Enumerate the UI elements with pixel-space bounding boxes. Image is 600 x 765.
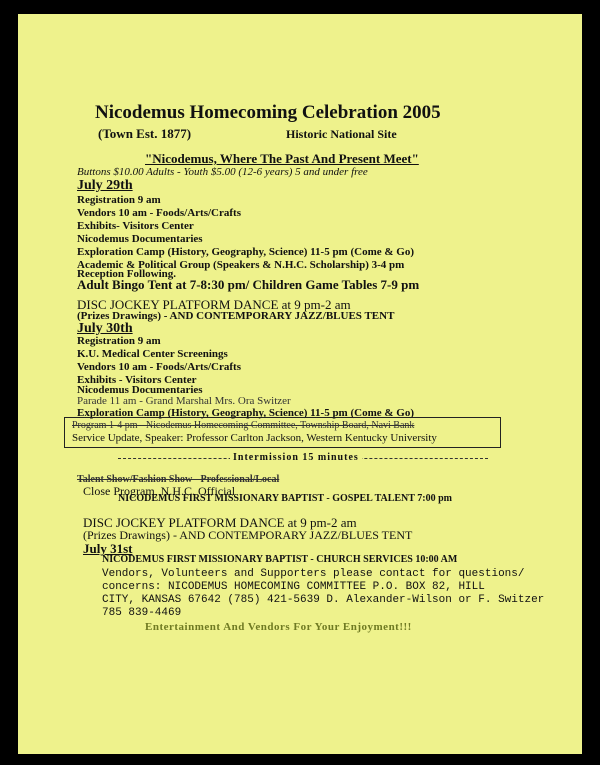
day2-item: Exhibits - Visitors Center: [77, 374, 197, 386]
day2-item: Vendors 10 am - Foods/Arts/Crafts: [77, 361, 241, 373]
contact-line: Vendors, Volunteers and Supporters please contact for questions/: [102, 568, 525, 580]
day2-item: Exploration Camp (History, Geography, Science) 11-5 pm (Come & Go): [77, 407, 415, 419]
contact-line: CITY, KANSAS 67642 (785) 421-5639 D. Alexander-Wilson or F. Switzer: [102, 594, 545, 606]
day2-item: K.U. Medical Center Screenings: [77, 348, 228, 360]
day2-dance: DISC JOCKEY PLATFORM DANCE at 9 pm-2 am: [83, 515, 357, 530]
church-services: NICODEMUS FIRST MISSIONARY BAPTIST - CHURCH SERVICES 10:00 AM: [102, 554, 458, 565]
intermission-label: Intermission 15 minutes: [230, 452, 362, 463]
day1-item: Vendors 10 am - Foods/Arts/Crafts: [77, 207, 241, 219]
program-line-2: Service Update, Speaker: Professor Carlton Jackson, Western Kentucky University: [72, 432, 437, 444]
day2-item: Registration 9 am: [77, 335, 161, 347]
town-established: (Town Est. 1877): [98, 126, 192, 141]
button-prices: Buttons $10.00 Adults - Youth $5.00 (12-6 years) 5 and under free: [77, 166, 368, 178]
talent-show: Talent Show/Fashion Show - Professional/Local: [77, 474, 280, 485]
day1-dance: DISC JOCKEY PLATFORM DANCE at 9 pm-2 am: [77, 297, 351, 312]
day1-item: Academic & Political Group (Speakers & N.H.C. Scholarship) 3-4 pm: [77, 259, 405, 271]
day1-item: Reception Following.: [77, 268, 176, 280]
day2-item: Nicodemus Documentaries: [77, 384, 203, 396]
day2-date: July 30th: [77, 321, 133, 336]
day1-item: Exhibits- Visitors Center: [77, 220, 194, 232]
historic-site-label: Historic National Site: [286, 127, 397, 141]
slogan: "Nicodemus, Where The Past And Present Meet": [145, 151, 419, 166]
closing-line: Entertainment And Vendors For Your Enjoyment!!!: [145, 621, 412, 633]
day2-dance-extra: (Prizes Drawings) - AND CONTEMPORARY JAZZ/BLUES TENT: [83, 528, 413, 542]
day3-date: July 31st: [83, 541, 133, 556]
contact-line: 785 839-4469: [102, 607, 182, 619]
day1-item: Adult Bingo Tent at 7-8:30 pm/ Children Game Tables 7-9 pm: [77, 277, 420, 292]
day1-date: July 29th: [77, 178, 133, 193]
day1-item: Nicodemus Documentaries: [77, 233, 203, 245]
day1-dance-extra: (Prizes Drawings) - AND CONTEMPORARY JAZZ/BLUES TENT: [77, 310, 395, 322]
contact-line: concerns: NICODEMUS HOMECOMING COMMITTEE P.O. BOX 82, HILL: [102, 581, 485, 593]
day1-item: Registration 9 am: [77, 194, 161, 206]
gospel-talent: NICODEMUS FIRST MISSIONARY BAPTIST - GOSPEL TALENT 7:00 pm: [118, 493, 452, 504]
day2-parade: Parade 11 am - Grand Marshal Mrs. Ora Switzer: [77, 395, 291, 407]
program-line-1: Program 1-4 pm - Nicodemus Homecoming Committee, Township Board, Navi Bank: [72, 420, 415, 431]
close-program: Close Program, N.H.C. Official: [83, 484, 236, 498]
flyer-title: Nicodemus Homecoming Celebration 2005: [95, 102, 441, 123]
day1-item: Exploration Camp (History, Geography, Science) 11-5 pm (Come & Go): [77, 246, 415, 258]
